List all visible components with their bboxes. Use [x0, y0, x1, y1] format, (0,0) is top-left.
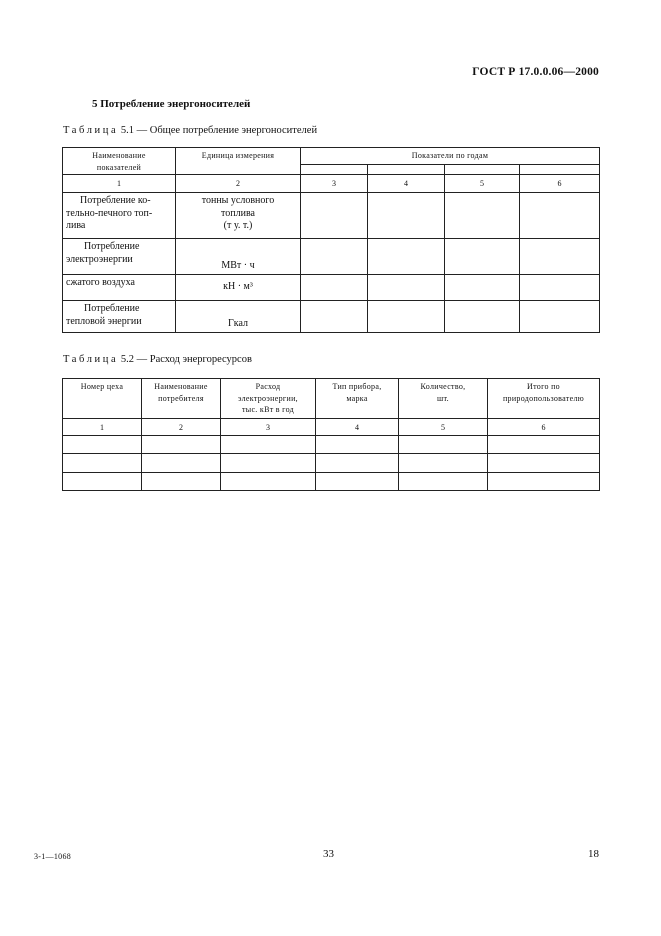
empty-cell — [221, 436, 316, 454]
value-cell — [301, 275, 368, 301]
col-number: 4 — [316, 419, 399, 436]
col-number: 6 — [520, 175, 600, 193]
table2-caption-text: 5.2 — Расход энергоресурсов — [120, 354, 252, 365]
table-row — [63, 239, 600, 275]
header-values-by-year: Показатели по годам — [301, 148, 600, 165]
value-cell — [368, 193, 445, 239]
empty-cell — [221, 473, 316, 491]
col-number: 2 — [142, 419, 221, 436]
empty-cell — [63, 454, 142, 473]
table1-caption — [63, 125, 317, 136]
row-unit: кН · м³ — [176, 275, 301, 301]
header-workshop-number: Номер цеха — [63, 379, 142, 419]
year-subheader-cell — [520, 165, 600, 175]
table-row — [63, 454, 600, 473]
empty-cell — [142, 436, 221, 454]
header-quantity: Количество, шт. — [399, 379, 488, 419]
table1-caption-word: Таблица — [63, 125, 119, 136]
row-unit: тонны условного топлива (т у. т.) — [176, 193, 301, 239]
header-electricity-consumption: Расход электроэнергии, тыс. кВт в год — [221, 379, 316, 419]
col-number: 3 — [221, 419, 316, 436]
col-number: 6 — [488, 419, 600, 436]
empty-cell — [488, 454, 600, 473]
empty-cell — [399, 454, 488, 473]
value-cell — [520, 275, 600, 301]
table-row — [63, 473, 600, 491]
empty-cell — [142, 454, 221, 473]
empty-cell — [63, 436, 142, 454]
row-name: сжатого воздуха — [63, 275, 176, 301]
header-consumer-name: Наименование потребителя — [142, 379, 221, 419]
year-subheader-cell — [368, 165, 445, 175]
table-row — [63, 436, 600, 454]
value-cell — [368, 275, 445, 301]
header-unit: Единица измерения — [176, 148, 301, 175]
row-name: Потребление тепловой энергии — [63, 301, 176, 333]
table2-caption-word: Таблица — [63, 354, 119, 365]
row-name: Потребление ко- тельно-печного топ- лива — [63, 193, 176, 239]
row-unit: МВт · ч — [176, 239, 301, 275]
table1-caption-text: 5.1 — Общее потребление энергоносителей — [120, 125, 318, 136]
col-number: 4 — [368, 175, 445, 193]
header-total: Итого по природопользователю — [488, 379, 600, 419]
row-unit: Гкал — [176, 301, 301, 333]
col-number: 2 — [176, 175, 301, 193]
print-code: 3-1—1068 — [34, 852, 72, 861]
value-cell — [301, 239, 368, 275]
table-energy-usage — [62, 378, 600, 491]
table-row — [63, 193, 600, 239]
empty-cell — [316, 436, 399, 454]
empty-cell — [142, 473, 221, 491]
document-code: ГОСТ Р 17.0.0.06—2000 — [472, 66, 599, 78]
empty-cell — [316, 454, 399, 473]
row-name: Потребление электроэнергии — [63, 239, 176, 275]
empty-cell — [399, 473, 488, 491]
header-indicator-name: Наименование показателей — [63, 148, 176, 175]
page-number-center: 33 — [323, 848, 334, 860]
empty-cell — [316, 473, 399, 491]
value-cell — [301, 301, 368, 333]
year-subheader-cell — [301, 165, 368, 175]
empty-cell — [63, 473, 142, 491]
value-cell — [368, 239, 445, 275]
col-number: 1 — [63, 419, 142, 436]
header-device-type: Тип прибора, марка — [316, 379, 399, 419]
value-cell — [301, 193, 368, 239]
year-subheader-cell — [445, 165, 520, 175]
empty-cell — [221, 454, 316, 473]
value-cell — [445, 239, 520, 275]
value-cell — [520, 239, 600, 275]
col-number: 1 — [63, 175, 176, 193]
empty-cell — [488, 436, 600, 454]
value-cell — [445, 193, 520, 239]
col-number: 3 — [301, 175, 368, 193]
table-energy-consumption — [62, 147, 600, 333]
value-cell — [445, 275, 520, 301]
value-cell — [520, 301, 600, 333]
value-cell — [368, 301, 445, 333]
page-number-right: 18 — [588, 848, 599, 860]
table-row — [63, 275, 600, 301]
col-number: 5 — [445, 175, 520, 193]
empty-cell — [399, 436, 488, 454]
value-cell — [520, 193, 600, 239]
table-row — [63, 301, 600, 333]
section-title: 5 Потребление энергоносителей — [92, 98, 251, 110]
value-cell — [445, 301, 520, 333]
empty-cell — [488, 473, 600, 491]
col-number: 5 — [399, 419, 488, 436]
table2-caption — [63, 354, 252, 365]
